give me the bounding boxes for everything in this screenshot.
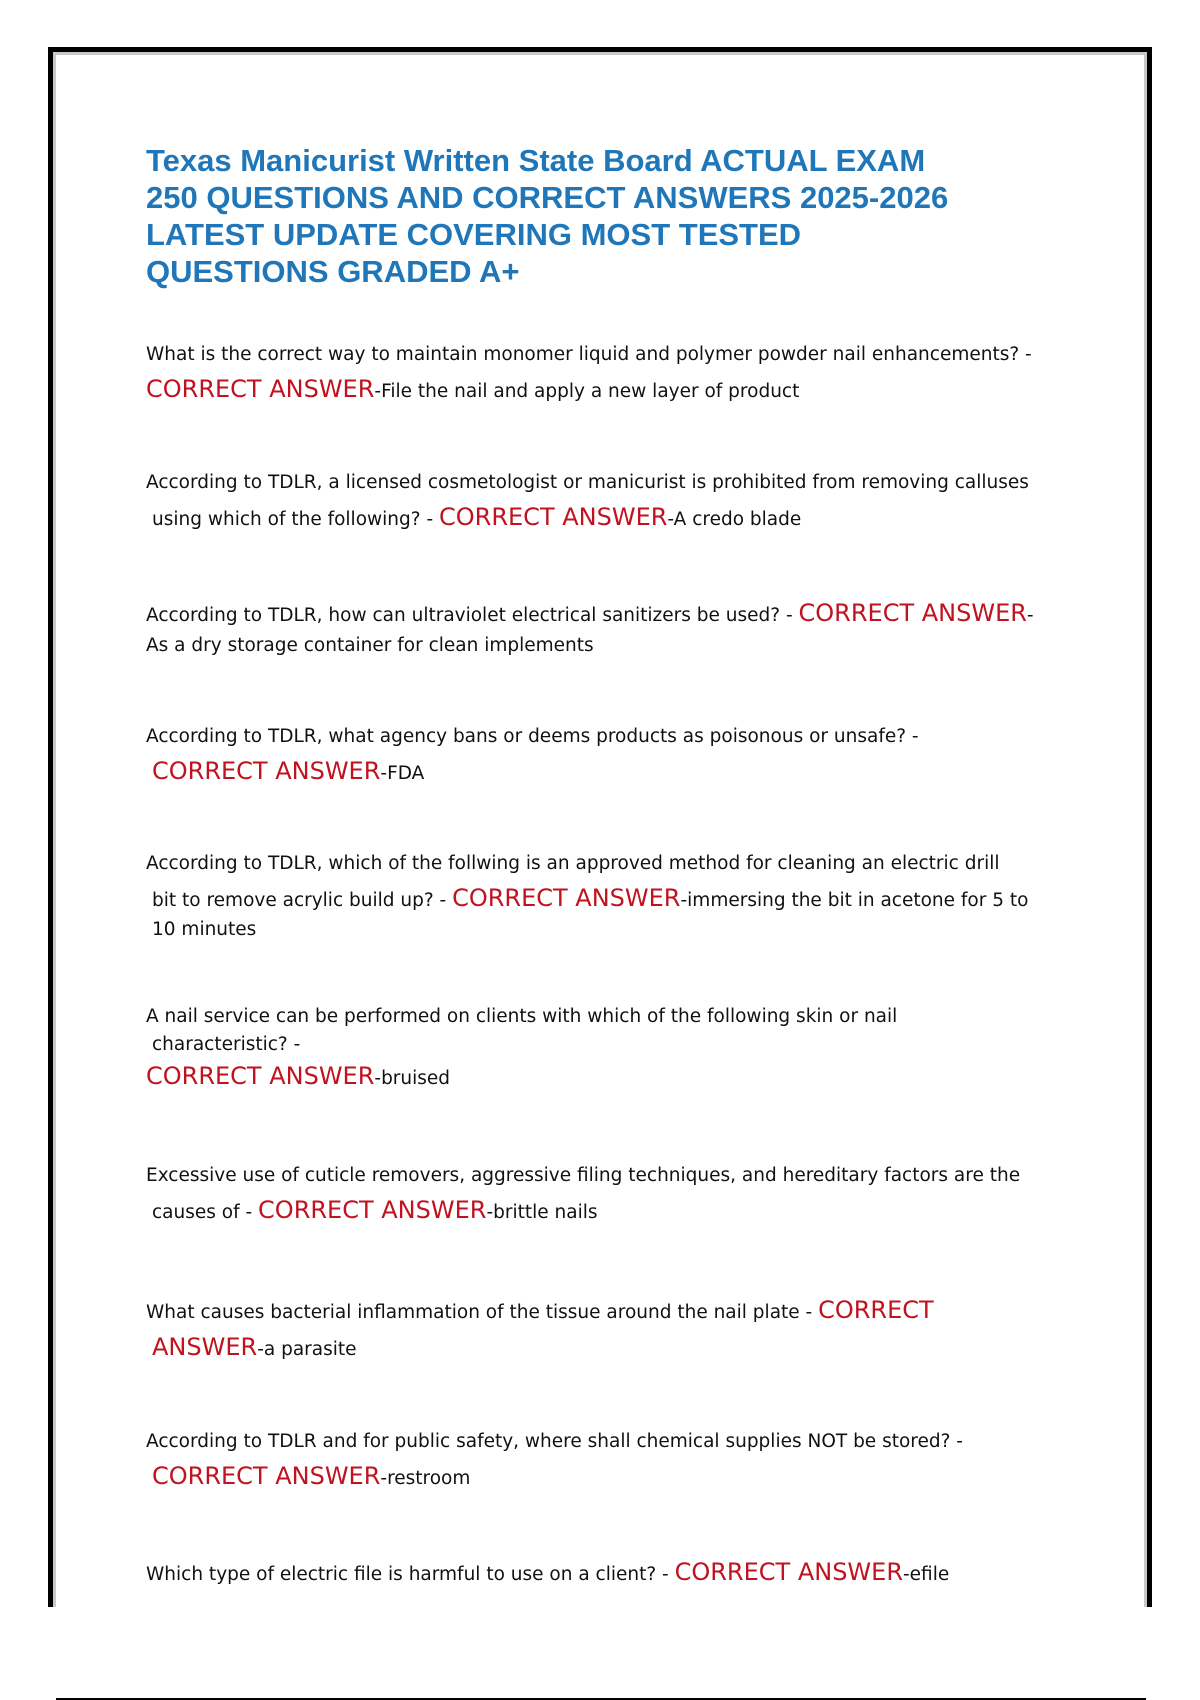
question-text: Which type of electric file is harmful to use on a client? - xyxy=(146,1564,675,1585)
title-line: 250 QUESTIONS AND CORRECT ANSWERS 2025-2026 xyxy=(146,180,949,215)
qa-item xyxy=(146,598,1066,661)
correct-answer-marker: CORRECT ANSWER xyxy=(798,599,1027,627)
qa-item xyxy=(146,1158,1066,1230)
title-line: Texas Manicurist Written State Board ACTUAL EXAM xyxy=(146,143,926,178)
qa-item xyxy=(146,1555,1066,1592)
correct-answer-marker: CORRECT ANSWER xyxy=(146,375,375,403)
answer-text: -immersing the bit in acetone for 5 to xyxy=(680,890,1029,911)
correct-answer-marker: CORRECT ANSWER xyxy=(152,1462,381,1490)
correct-answer-marker: CORRECT ANSWER xyxy=(152,757,381,785)
question-text: According to TDLR, how can ultraviolet electrical sanitizers be used? - xyxy=(146,605,799,626)
document-title xyxy=(146,142,1046,290)
question-text: According to TDLR, what agency bans or deems products as poisonous or unsafe? - xyxy=(146,726,919,747)
answer-text: -File the nail and apply a new layer of product xyxy=(374,381,800,402)
question-text: bit to remove acrylic build up? - xyxy=(152,890,453,911)
correct-answer-marker: CORRECT ANSWER xyxy=(146,1062,375,1090)
answer-text: -brittle nails xyxy=(486,1202,598,1223)
question-text: characteristic? - xyxy=(152,1034,301,1055)
answer-text: -bruised xyxy=(374,1068,451,1089)
answer-text: -FDA xyxy=(380,763,425,784)
answer-text: 10 minutes xyxy=(152,919,257,940)
question-text: What causes bacterial inflammation of the tissue around the nail plate - xyxy=(146,1302,819,1323)
correct-answer-marker: CORRECT ANSWER xyxy=(439,503,668,531)
title-line: LATEST UPDATE COVERING MOST TESTED xyxy=(146,217,802,252)
correct-answer-marker: CORRECT ANSWER xyxy=(674,1558,903,1586)
question-text: using which of the following? - xyxy=(152,509,440,530)
question-text: According to TDLR, a licensed cosmetologist or manicurist is prohibited from removing calluses xyxy=(146,472,1029,493)
qa-item xyxy=(146,1003,1066,1096)
question-text: According to TDLR and for public safety, where shall chemical supplies NOT be stored? - xyxy=(146,1431,963,1452)
answer-dash: - xyxy=(1026,605,1034,626)
qa-item xyxy=(146,1424,1066,1496)
qa-item xyxy=(146,337,1066,409)
qa-item xyxy=(146,1293,1066,1367)
answer-text: -restroom xyxy=(380,1468,471,1489)
correct-answer-marker: CORRECT ANSWER xyxy=(452,884,681,912)
title-line: QUESTIONS GRADED A+ xyxy=(146,254,520,289)
qa-item xyxy=(146,719,1066,791)
question-text: causes of - xyxy=(152,1202,259,1223)
answer-text: -efile xyxy=(903,1564,950,1585)
question-text: According to TDLR, which of the follwing is an approved method for cleaning an electric drill xyxy=(146,853,1000,874)
answer-text: As a dry storage container for clean implements xyxy=(146,635,594,656)
question-text: Excessive use of cuticle removers, aggressive filing techniques, and hereditary factors are the xyxy=(146,1165,1021,1186)
question-text: A nail service can be performed on clients with which of the following skin or nail xyxy=(146,1006,898,1027)
question-text: What is the correct way to maintain monomer liquid and polymer powder nail enhancements? - xyxy=(146,344,1032,365)
correct-answer-marker: ANSWER xyxy=(152,1333,258,1361)
qa-item xyxy=(146,465,1066,537)
qa-item xyxy=(146,846,1066,947)
correct-answer-marker: CORRECT xyxy=(818,1296,934,1324)
answer-text: -a parasite xyxy=(257,1339,357,1360)
correct-answer-marker: CORRECT ANSWER xyxy=(258,1196,487,1224)
answer-text: -A credo blade xyxy=(667,509,802,530)
